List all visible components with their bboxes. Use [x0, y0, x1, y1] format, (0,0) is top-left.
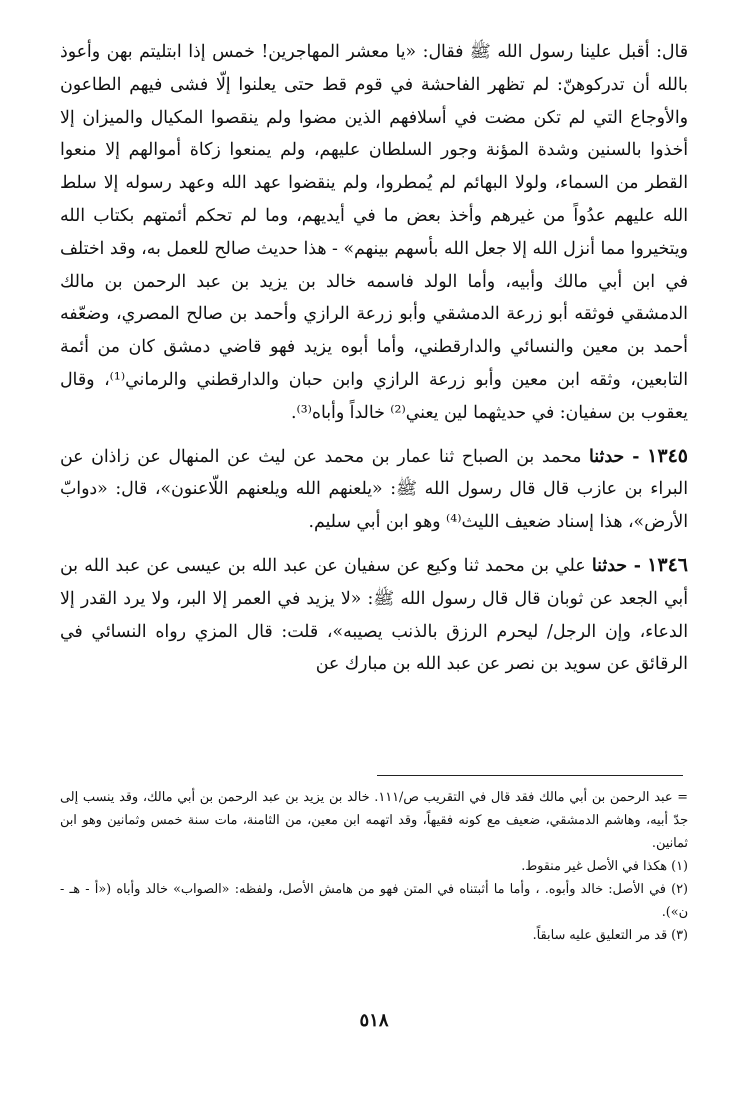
footnotes: [60, 786, 688, 947]
main-text: [60, 36, 688, 691]
footnote-3: (٣) قد مر التعليق عليه سابقاً.: [532, 928, 688, 943]
page-number: ٥١٨: [359, 1010, 389, 1031]
footnote-1: (١) هكذا في الأصل غير منقوط.: [521, 859, 688, 874]
hadith-1346: [60, 549, 688, 681]
hadith-lead: - حدثنا: [591, 555, 641, 576]
hadith-text: علي بن محمد ثنا وكيع عن سفيان عن عبد الله بن عيسى عن عبد الله بن أبي الجعد عن ثوبان قال قال رسول الله ﷺ: «لا يزيد في العمر إلا البر، ولا يرد القدر إلا الدعاء، وإن الرجل/ ليحرم الرزق بالذنب يصيبه»، قلت: قال المزي رواه النسائي في الرقائق عن سويد بن نصر عن عبد الله بن مبارك عن: [60, 555, 688, 675]
paragraph-hadith-continuation: قال: أقبل علينا رسول الله ﷺ فقال: «يا معشر المهاجرين! خمس إذا ابتليتم بهن وأعوذ بالله أن تدركوهنّ: لم تظهر الفاحشة في قوم قط حتى يعلنوا إلّا فشى فيهم الطاعون والأوجاع التي لم تكن مضت في أسلافهم الذين مضوا ولم ينقصوا المكيال والميزان إلا أخذوا بالسنين وشدة المؤنة وجور السلطان عليهم، ولم يمنعوا زكاة أموالهم إلا منعوا القطر من السماء، ولولا البهائم لم يُمطروا، ولم ينقضوا عهد الله وعهد رسوله إلا سلط الله عليهم عدُواً من غيرهم وأخذ بعض ما في أيديهم، وما لم تحكم أئمتهم بكتاب الله ويتخيروا مما أنزل الله إلا جعل الله بأسهم بينهم» - هذا حديث صالح للعمل به، وقد اختلف في ابن أبي مالك وأبيه، وأما الولد فاسمه خالد بن يزيد بن عبد الرحمن بن مالك الدمشقي فوثقه أبو زرعة الدمشقي وأبو زرعة الرازي وأحمد بن صالح المصري، وضعّفه أحمد بن معين والنسائي والدارقطني، وأما أبوه يزيد فهو قاضي دمشق كان من أئمة التابعين، وثقه ابن معين وأبو زرعة الرازي وابن حبان والدارقطني والرماني⁽¹⁾، وقال يعقوب بن سفيان: في حديثهما لين يعني⁽²⁾ خالداً وأباه⁽³⁾.: [60, 42, 689, 423]
hadith-number: ١٣٤٦: [647, 553, 688, 576]
footnote-2: (٢) في الأصل: خالد وأبوه. ، وأما ما أثبتناه في المتن فهو من هامش الأصل، ولفظه: «الصواب» خالد وأباه («أ - هـ - ن»).: [60, 882, 688, 920]
footnote-continuation: = عبد الرحمن بن أبي مالك فقد قال في التقريب ص/١١١. خالد بن يزيد بن عبد الرحمن بن أبي مالك، وقد ينسب إلى جدّ أبيه، وهاشم الدمشقي، ضعيف مع كونه فقيهاً، وقد اتهمه ابن معين، من الثامنة، مات سنة خمس وثمانين وهو ابن ثمانين.: [60, 790, 688, 851]
footnote-separator: [377, 775, 683, 776]
hadith-text: محمد بن الصباح ثنا عمار بن محمد عن ليث عن المنهال عن زاذان عن البراء بن عازب قال قال رسول الله ﷺ: «يلعنهم الله ويلعنهم اللّاعنون»، قال: «دوابّ الأرض»، هذا إسناد ضعيف الليث⁽⁴⁾ وهو ابن أبي سليم.: [60, 446, 688, 533]
hadith-1345: [60, 440, 688, 539]
hadith-lead: - حدثنا: [589, 446, 640, 467]
hadith-number: ١٣٤٥: [647, 444, 688, 467]
